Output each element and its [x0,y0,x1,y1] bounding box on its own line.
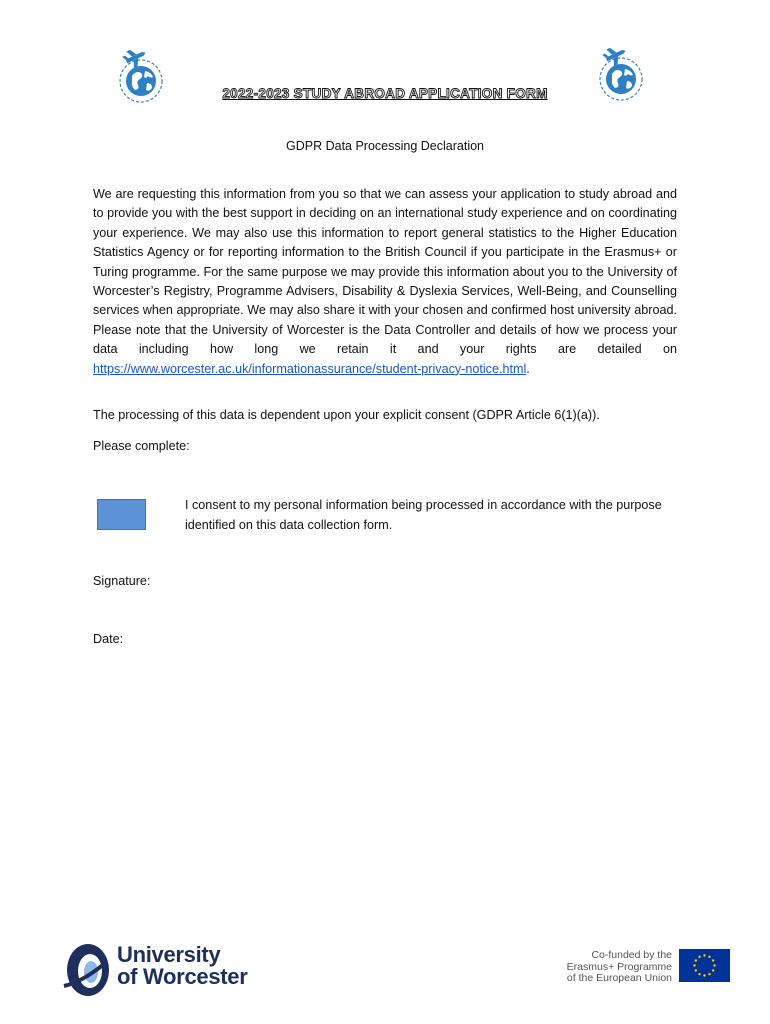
consent-statement: I consent to my personal information being processed in accordance with the purpose identified on this data collection form. [185,498,662,532]
eu-star [708,973,710,975]
eu-star [712,969,714,971]
privacy-notice-link[interactable]: https://www.worcester.ac.uk/informationassurance/student-privacy-notice.html [93,361,527,376]
please-complete-label: Please complete: [93,439,190,453]
eu-star [698,973,700,975]
date-label: Date: [93,632,124,646]
eu-star [693,964,695,966]
eu-star [695,959,697,961]
signature-label: Signature: [93,574,151,588]
form-title: 2022-2023 STUDY ABROAD APPLICATION FORM [222,86,548,101]
erasmus-line2: Erasmus+ Programme [566,960,672,973]
airplane-globe-icon [110,46,170,111]
intro-paragraph [93,185,677,379]
erasmus-line1: Co-funded by the [591,949,672,961]
eu-star [695,969,697,971]
university-name-line1: University [117,942,221,967]
intro-text: We are requesting this information from you so that we can assess your application to study abroad and to provide you with the best support in deciding on an international study experience and on coordinating your experience. We may also use this information to report general statistics to the Higher Education Statistics Agency or for reporting information to the British Council if you participate in the Erasmus+ or Turing programme. For the same purpose we may provide this information about you to the University of Worcester’s Registry, Programme Advisers, Disability & Dyslexia Services, Well-Being, and Counselling services when appropriate. We may also share it with your chosen and confirmed host university abroad. Please note that the University of Worcester is the Data Controller and details of how we process your data including how long we retain it and your rights are detailed on [93,187,677,357]
eu-star [703,974,705,976]
university-emblem-icon [60,940,116,1000]
erasmus-funding-text [546,950,672,985]
erasmus-line3: of the European Union [566,972,672,984]
section-heading: GDPR Data Processing Declaration [286,139,484,153]
university-name-line2: of Worcester [117,964,248,989]
eu-star [698,956,700,958]
eu-star [713,964,715,966]
consent-basis-text: The processing of this data is dependent upon your explicit consent (GDPR Article 6(1)(a)). [93,408,600,422]
eu-star [703,954,705,956]
eu-flag-icon [679,949,730,982]
eu-star [708,956,710,958]
consent-checkbox[interactable] [97,499,146,530]
university-name [117,944,247,988]
intro-end: . [526,361,530,376]
eu-star [712,959,714,961]
